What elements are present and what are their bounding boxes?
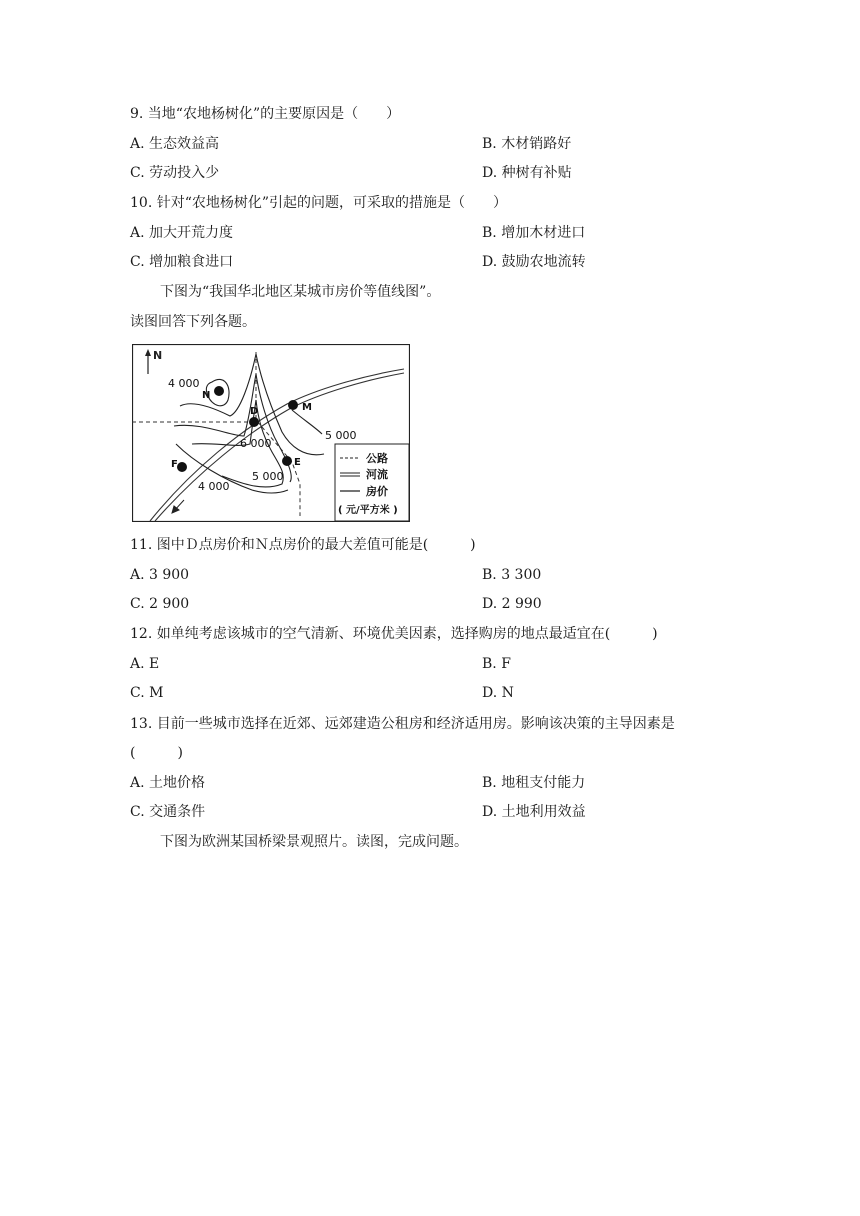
contour-label-5000-bottom: 5 000 — [252, 470, 284, 483]
legend-unit-label: ( 元/平方米 ) — [338, 505, 398, 516]
house-price-contour-map — [132, 344, 410, 522]
q10-option-c[interactable]: C. 增加粮食进口 — [130, 254, 234, 270]
read-instruction: 读图回答下列各题。 — [130, 314, 256, 330]
point-f-label: F — [171, 459, 178, 470]
q9-option-a[interactable]: A. 生态效益高 — [130, 136, 220, 152]
q11-stem: 11. 图中Ｄ点房价和Ｎ点房价的最大差值可能是( ) — [130, 537, 476, 553]
q10-stem: 10. 针对“农地杨树化”引起的问题，可采取的措施是（ ） — [130, 195, 508, 211]
q11-option-d[interactable]: D. 2 990 — [482, 596, 542, 612]
legend-river-label: 河流 — [366, 468, 388, 481]
q13-option-c[interactable]: C. 交通条件 — [130, 804, 206, 820]
q12-option-d[interactable]: D. N — [482, 685, 514, 701]
q13-stem: 13. 目前一些城市选择在近郊、远郊建造公租房和经济适用房。影响该决策的主导因素是 — [130, 716, 675, 732]
legend-price-label: 房价 — [366, 485, 388, 498]
q13-stem-continued: ( ) — [130, 745, 183, 761]
map-intro: 下图为“我国华北地区某城市房价等值线图”。 — [160, 284, 441, 300]
point-e-label: E — [294, 457, 301, 468]
point-d-marker — [249, 417, 259, 427]
point-m-label: M — [302, 402, 312, 413]
q11-option-c[interactable]: C. 2 900 — [130, 596, 190, 612]
q10-option-a[interactable]: A. 加大开荒力度 — [130, 225, 234, 241]
point-m-marker — [288, 400, 298, 410]
q11-option-a[interactable]: A. 3 900 — [130, 567, 190, 583]
point-n-marker — [214, 386, 224, 396]
contour-label-4000-bottom: 4 000 — [198, 480, 230, 493]
point-d-label: D — [250, 406, 259, 417]
q9-option-c[interactable]: C. 劳动投入少 — [130, 165, 220, 181]
legend-road-label: 公路 — [366, 452, 388, 465]
q12-stem: 12. 如单纯考虑该城市的空气清新、环境优美因素，选择购房的地点最适宜在( ) — [130, 626, 658, 642]
north-label: N — [153, 349, 163, 362]
q13-option-d[interactable]: D. 土地利用效益 — [482, 804, 586, 820]
bridge-intro: 下图为欧洲某国桥梁景观照片。读图，完成问题。 — [160, 834, 468, 850]
q9-option-d[interactable]: D. 种树有补贴 — [482, 165, 572, 181]
point-f-marker — [177, 462, 187, 472]
q10-option-b[interactable]: B. 增加木材进口 — [482, 225, 586, 241]
q9-stem: 9. 当地“农地杨树化”的主要原因是（ ） — [130, 106, 401, 122]
q12-option-c[interactable]: C. M — [130, 685, 164, 701]
point-e-marker — [282, 456, 292, 466]
q9-option-b[interactable]: B. 木材销路好 — [482, 136, 572, 152]
q13-option-a[interactable]: A. 土地价格 — [130, 775, 206, 791]
q13-option-b[interactable]: B. 地租支付能力 — [482, 775, 586, 791]
q10-option-d[interactable]: D. 鼓励农地流转 — [482, 254, 586, 270]
point-n-label: N — [202, 390, 211, 401]
q12-option-a[interactable]: A. E — [130, 656, 160, 672]
q12-option-b[interactable]: B. F — [482, 656, 511, 672]
contour-label-6000: 6 000 — [240, 437, 272, 450]
contour-label-4000-top: 4 000 — [168, 377, 200, 390]
contour-label-5000-right: 5 000 — [325, 429, 357, 442]
map-legend — [335, 444, 409, 521]
q11-option-b[interactable]: B. 3 300 — [482, 567, 542, 583]
